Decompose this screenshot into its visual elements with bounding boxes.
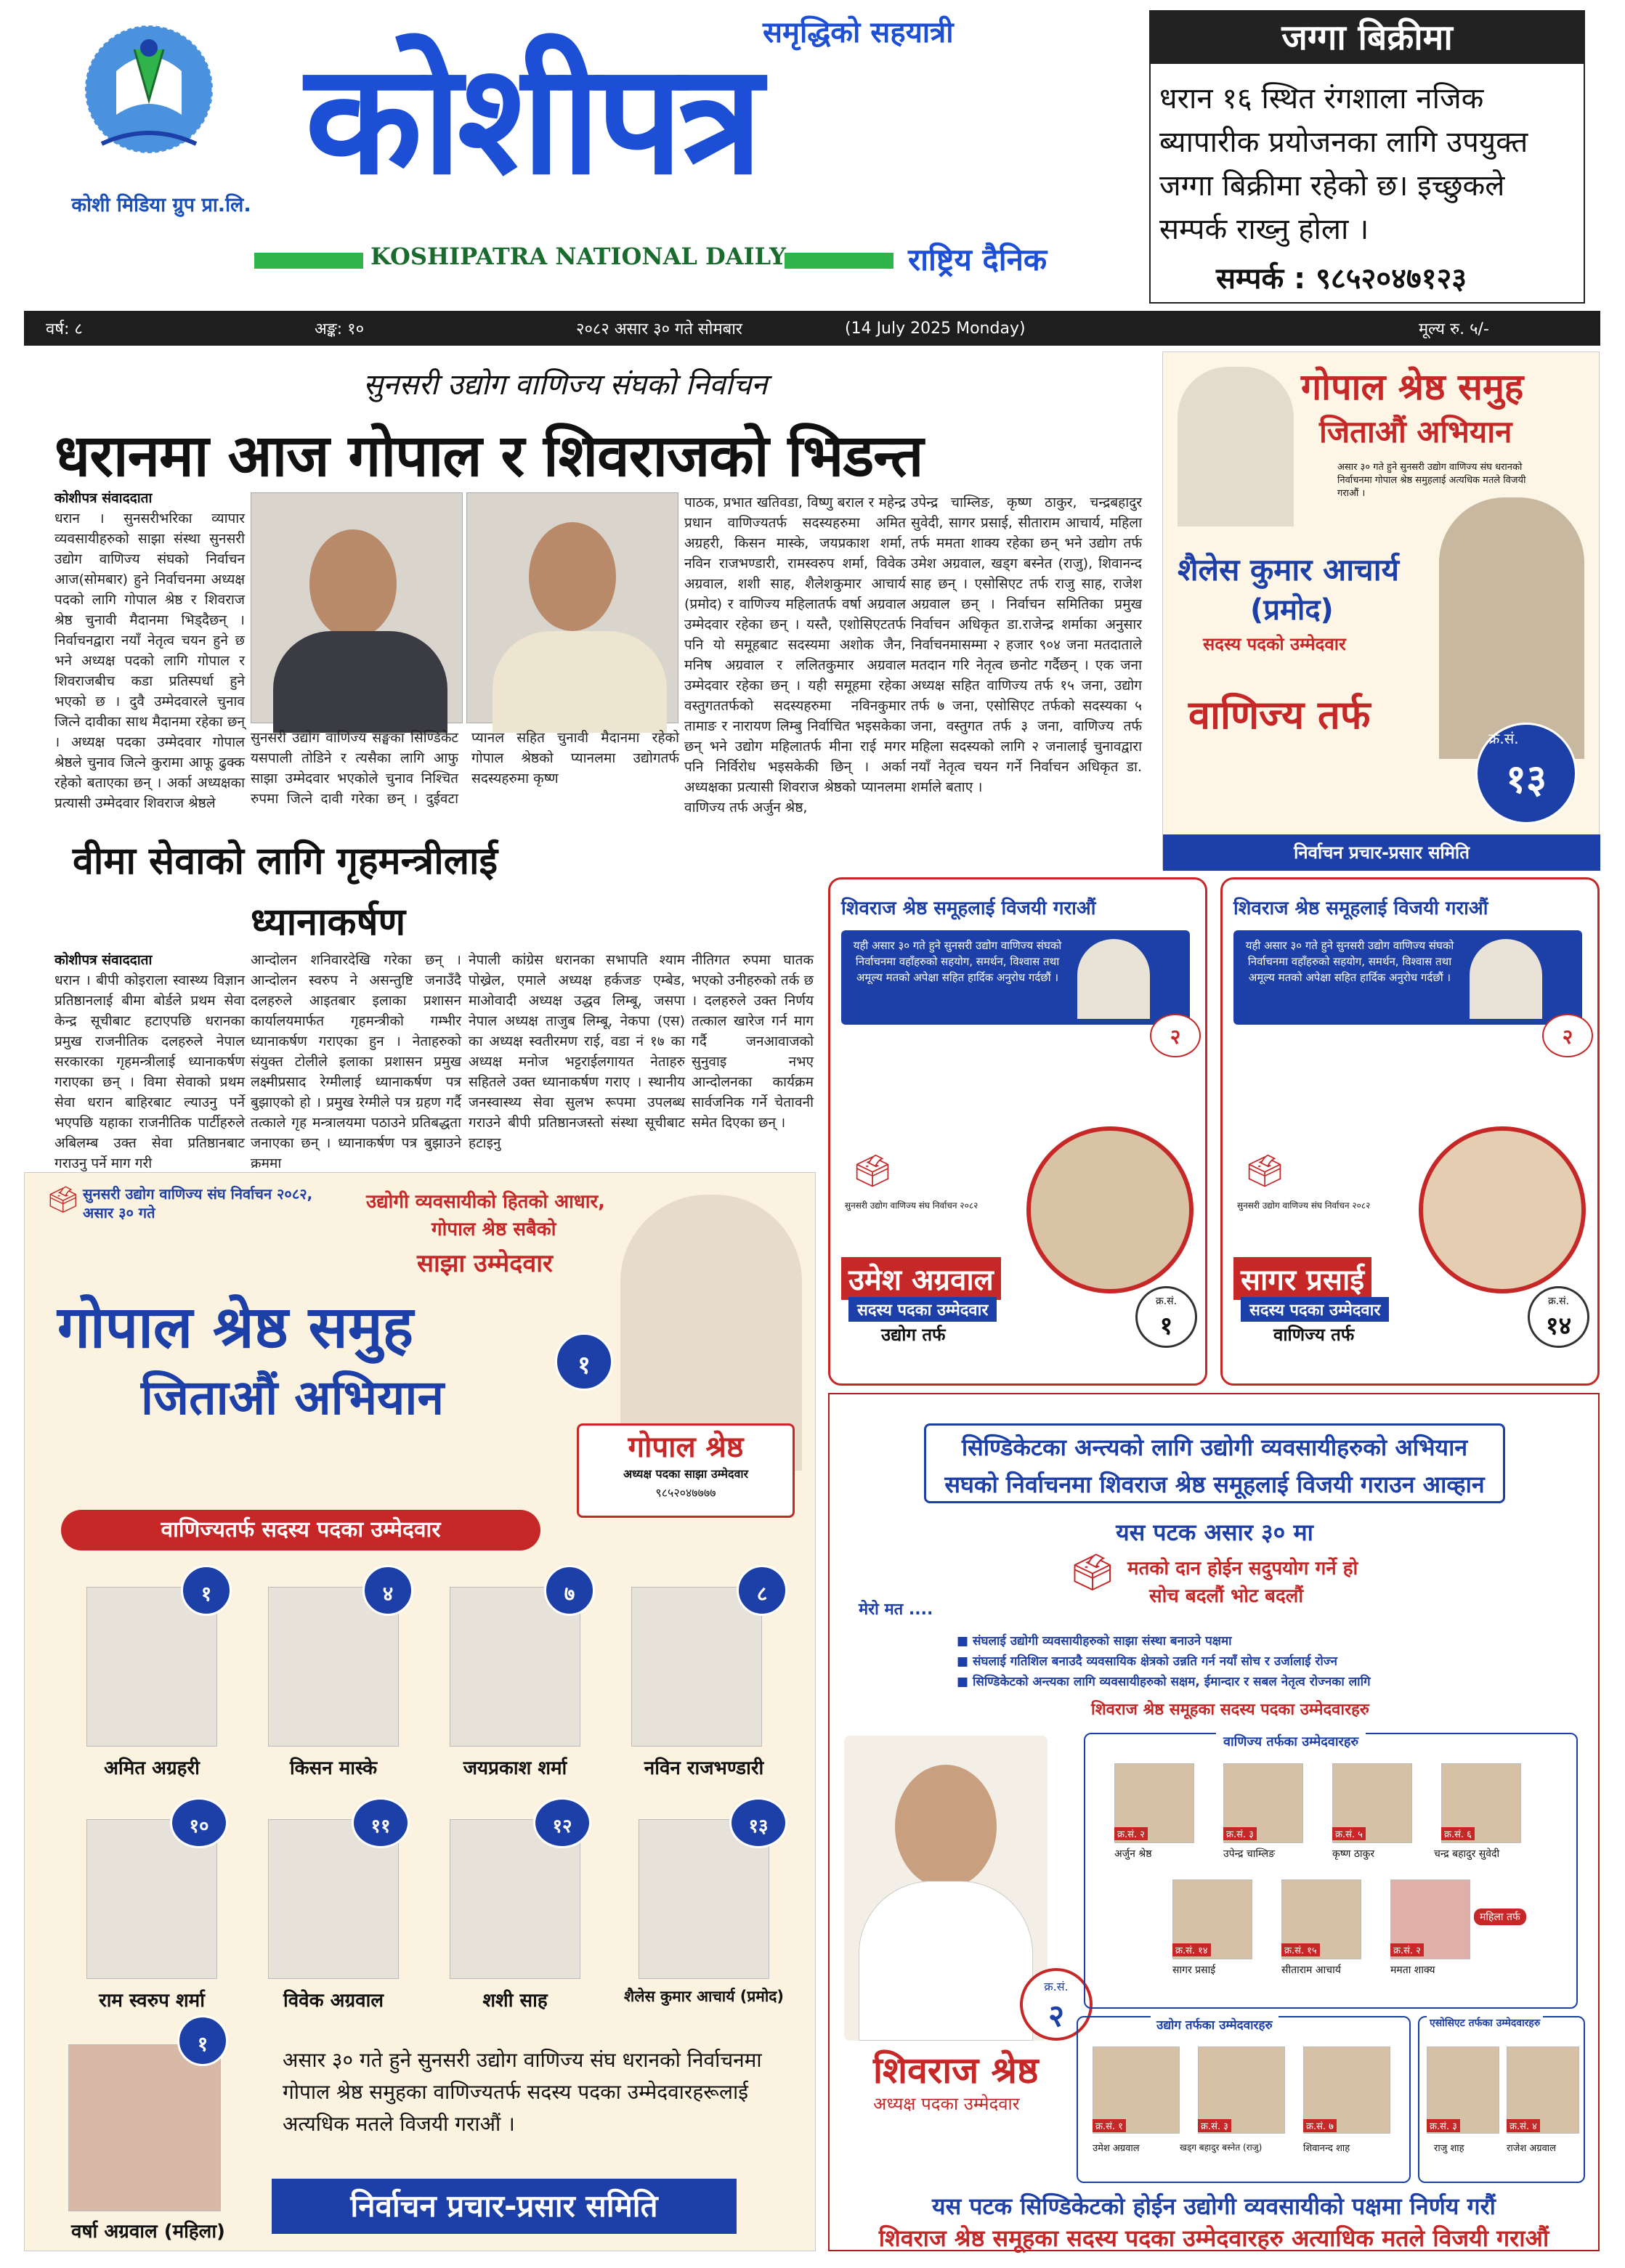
candidate-number-badge: क्र.सं. १	[1135, 1286, 1197, 1348]
candidate-card	[431, 1797, 599, 2023]
year: वर्ष: ८	[46, 320, 83, 338]
candidate-number: १	[181, 1565, 232, 1616]
candidate-card	[250, 1797, 417, 2023]
ballot-box-icon: 🗳	[46, 1185, 80, 1215]
commerce-box	[1084, 1733, 1578, 2009]
story2-col1: धरान । बीपी कोइराला स्वास्थ्य विज्ञान प्रतिष्ठानलाई बीमा बोर्डले प्रथम सेवा केन्द्र सूचीबाट हटाएपछि धरानका प्रमुख राजनीतिक दलहरुले नेपाल सरकारका गृहमन्त्रीलाई ध्यानाकर्षण गराएका छन् । विमा सेवाको प्रथम सेवा धरान बाहिरबाट ल्याउनु पर्ने भएपछि यहाका राजनीतिक पार्टीहरुले अबिलम्ब उक्त सेवा प्रतिष्ठानबाट गराउनु पर्ने माग गरी	[54, 972, 245, 1171]
candidate-number: क्र.सं. २	[1390, 1943, 1424, 1956]
leader-photo	[1077, 939, 1150, 1019]
ad-sagar-appeal: यही असार ३० गते हुने सुनसरी उद्योग वाणिज्य संघको निर्वाचनमा वहाँहरुको सहयोग, समर्थन, विश्वास तथा अमूल्य मतको अपेक्षा सहित हार्दिक अनुरोध गर्दछौं ।	[1245, 939, 1454, 984]
candidate-number: क्र.सं. ४	[1507, 2119, 1540, 2132]
ad-gopal-top-subtitle: जिताऔं अभियान	[1319, 414, 1512, 450]
green-rule-left	[254, 253, 363, 269]
candidate-name: विवेक अग्रवाल	[283, 1990, 384, 2012]
panel-title: शिवराज श्रेष्ठ समूहका सदस्य पदका उम्मेदवारहरु	[1091, 1701, 1369, 1719]
candidate-number: ७	[544, 1565, 595, 1616]
head-line1: सिण्डिकेटका अन्त्यको लागि उद्योगी व्यवसायीहरुको अभियान	[961, 1434, 1468, 1461]
candidate-number: १२	[533, 1797, 591, 1848]
my-vote: मेरो मत ....	[859, 1601, 933, 1619]
leader-photo	[844, 1736, 1047, 2041]
date-english: (14 July 2025 Monday)	[845, 319, 1026, 338]
candidate-name: सागर प्रसाई	[1233, 1257, 1371, 1300]
candidate-name: शैलेस कुमार आचार्य (प्रमोद)	[623, 1988, 785, 2005]
candidate-alias: (प्रमोद)	[1250, 593, 1334, 627]
classified-contact: सम्पर्क : ९८५२०४७१२३	[1216, 262, 1467, 296]
story2-col3: नेपाली कांग्रेस धरानका सभापति श्याम पोख्रेल, एमाले अध्यक्ष हर्कजङ एम्बेड, माओवादी अध्यक्ष उद्धव लिम्बू, जसपा नेपाल अध्यक्ष ताजुब लिम्बू, नेकपा (एस) का अध्यक्ष स्वतीरमण राई, वडा नं १७ का अध्यक्ष मनोज भट्टराईलगायत नेताहरु सहितले उक्त ध्यानाकर्षण गराए । स्थानीय जनस्वास्थ्य सेवा सुलभ रूपमा उपलब्ध गराउने बीपी प्रतिष्ठानजस्तो संस्था सूचीबाट हटाइनु	[469, 952, 685, 1151]
candidate-name: सीताराम आचार्य	[1281, 1964, 1341, 1976]
candidate-name: शिवानन्द शाह	[1303, 2143, 1350, 2154]
story1-col4: उपेन्द्र चाम्लिङ, कृष्ण ठाकुर, चन्द्रबहादुर सुवेदी, सागर प्रसाई, सीताराम आचार्य, महिला तर्फ ममता शाक्य रहेका छन् भने उद्योग तर्फ उमेश अग्रवाल, खड्ग बस्नेत (राजु), शिवानन्द साह छन् । एसोसिएट तर्फ राजु साह, राजेश अग्रवाल छन् । निर्वाचन समितिका प्रमुख निर्वाचन अधिकृत डा.राजेन्द्र शर्माका अनुसार निर्वाचनमासम्मा २ हजार ९०४ जना मतदाताले मतदान गरि नेतृत्व छनोट गर्दैछन् । एक जना अध्यक्ष सहित वाणिज्य तर्फ १५ जना, उद्योग तर्फ ७ जना, एसोसिएट तर्फको सदस्यका ५ जना, वस्तुगत तर्फ ३ जना, वाणिज्य तर्फ महिला सदस्यको लागि २ जनालाई चुनावद्वारा नयाँ नेतृत्व चयन गर्ने निर्वाचन अधिकृत डा. शर्माले बताए ।	[911, 495, 1142, 795]
candidate-grid	[68, 1565, 795, 2030]
green-rule-right	[785, 253, 893, 269]
story2-headline-line2: ध्यानाकर्षण	[251, 901, 406, 944]
footer-line1: यस पटक सिण्डिकेटको होईन उद्योगी व्यवसायीको पक्षमा निर्णय गरौं	[932, 2192, 1496, 2220]
umesh-photo	[1026, 1126, 1194, 1293]
candidate-card	[68, 1797, 235, 2023]
shailesh-photo	[1439, 497, 1584, 759]
candidate-name: शैलेस कुमार आचार्य	[1178, 552, 1399, 588]
ballot-box-icon: 🗳	[1069, 1551, 1116, 1593]
candidate-card	[68, 1565, 235, 1790]
candidate-name: राजेश अग्रवाल	[1507, 2143, 1556, 2154]
ad-shivraj-big	[828, 1393, 1600, 2251]
candidate-side: उद्योग तर्फ	[881, 1325, 946, 1345]
ballot-caption: सुनसरी उद्योग वाणिज्य संघ निर्वाचन २०८२	[1237, 1200, 1371, 1211]
masthead-nepali-tag: राष्ट्रिय दैनिक	[908, 242, 1047, 277]
ad-gopal-top-note: असार ३० गते हुने सुनसरी उद्योग वाणिज्य संघ धरानको निर्वाचनमा गोपाल श्रेष्ठ समुहलाई अत्यधिक मतले विजयी गराऔं ।	[1337, 462, 1526, 499]
leader-role: अध्यक्ष पदका उम्मेदवार	[1470, 1041, 1537, 1051]
candidate-side: वाणिज्य तर्फ	[1188, 692, 1371, 738]
candidate-number: क्र.सं. ३	[1198, 2119, 1231, 2132]
candidate-role: सदस्य पदका उम्मेदवार	[848, 1297, 997, 1322]
candidate-card	[250, 1565, 417, 1790]
classified-body: धरान १६ स्थित रंगशाला नजिक ब्यापारीक प्रयोजनका लागि उपयुक्त जग्गा बिक्रीमा रहेको छ। इच्छुकले सम्पर्क राख्नु होला ।	[1159, 82, 1528, 246]
associate-label: एसोसिएट तर्फका उम्मेदवारहरु	[1427, 2016, 1543, 2030]
story1-col3: पाठक, प्रभात खतिवडा, विष्णु बराल र महेन्द्र प्रधान वाणिज्यतर्फ सदस्यहरुमा अमित अग्रहरी, किसन मास्के, जयप्रकाश शर्मा, नविन राजभण्डारी, रामस्वरुप शर्मा, विवेक अग्रवाल, शशी साह, शैलेशकुमार आचार्य (प्रमोद) र वाणिज्य महिलातर्फ वर्षा अग्रवाल उम्मेदवार रहेका छन् । यस्तै, एशोसिएटतर्फ पनि यो समूहबाट सदस्यमा अशोक जैन, मनिष अग्रवाल र ललितकुमार अग्रवाल उम्मेदवार रहेका छन् । यही समूहमा रहेका वस्तुगततर्फको सदस्यहरुमा नविनकुमार तामाङ र नारायण लिम्बु निर्वाचित भइसकेका छन् भने उद्योग महिलातर्फ मीना राई मगर पनि निर्विरोध भइसकेकी छिन् । अर्का अध्यक्षका प्रत्यासी शिवराज श्रेष्ठको प्यानलमा वाणिज्य तर्फ अर्जुन श्रेष्ठ,	[684, 495, 906, 816]
candidate-role: सदस्य पदका उम्मेदवार	[1241, 1297, 1389, 1322]
leader-number: २	[1150, 1014, 1201, 1057]
logo-text: कोशी मिडिया ग्रुप प्रा.लि.	[71, 194, 251, 216]
story1-byline: कोशीपत्र संवाददाता	[54, 490, 153, 506]
point-item: ■ संघलाई गतिशिल बनाउदै व्यवसायिक क्षेत्रको उन्नति गर्न नयाँ सोच र उर्जालाई रोज्न	[957, 1654, 1337, 1669]
ad-umesh	[828, 877, 1207, 1386]
woman-candidate-name: वर्षा अग्रवाल (महिला)	[71, 2221, 225, 2243]
ad-gopal-big-footer: निर्वाचन प्रचार-प्रसार समिति	[272, 2179, 737, 2234]
candidate-number-badge: क्र.सं. १४	[1528, 1286, 1589, 1348]
leader-role: अध्यक्ष पदका उम्मेदवार	[1077, 1041, 1145, 1051]
ad-sagar	[1220, 877, 1600, 1386]
date-nepali: २०८२ असार ३० गते सोमबार	[576, 320, 742, 338]
candidate-name: नविन राजभण्डारी	[644, 1757, 764, 1779]
ad-gopal-big	[24, 1172, 816, 2251]
sagar-photo	[1419, 1126, 1586, 1293]
candidate-name: कृष्ण ठाकुर	[1332, 1848, 1375, 1860]
story2-byline: कोशीपत्र संवाददाता	[54, 952, 153, 968]
candidate-role: सदस्य पदको उम्मेदवार	[1203, 634, 1346, 654]
head-line2: सघको निर्वाचनमा शिवराज श्रेष्ठ समूहलाई विजयी गराउन आव्हान	[944, 1471, 1485, 1498]
candidate-number: क्र.सं. ७	[1303, 2119, 1337, 2132]
masthead-slogan: समृद्धिको सहयात्री	[763, 16, 954, 49]
candidate-card	[613, 1565, 795, 1790]
woman-candidate-number: १	[177, 2015, 228, 2066]
head-box	[924, 1423, 1505, 1503]
ad-gopal-big-title: गोपाल श्रेष्ठ समुह	[57, 1293, 414, 1361]
ad-corner-text: सुनसरी उद्योग वाणिज्य संघ निर्वाचन २०८२, असार ३० गते	[83, 1185, 313, 1222]
candidate-number: ८	[737, 1565, 787, 1616]
industry-label: उद्योग तर्फका उम्मेदवारहरु	[1151, 2016, 1278, 2033]
candidate-name: किसन मास्के	[289, 1757, 378, 1779]
candidate-number: क्र.सं. १४	[1172, 1943, 1211, 1956]
ballot-box-icon: 🗳	[1244, 1153, 1285, 1190]
issue: अङ्क: १०	[315, 320, 365, 338]
ballot-box-icon: 🗳	[852, 1153, 893, 1190]
classified-head: जग्गा बिक्रीमा	[1151, 12, 1584, 64]
leader-role: अध्यक्ष पदका उम्मेदवार	[873, 2094, 1020, 2114]
leader-role: अध्यक्ष पदका साझा उम्मेदवार	[623, 1467, 749, 1481]
point-item: ■ संघलाई उद्योगी व्यवसायीहरुको साझा संस्था बनाउने पक्षमा	[957, 1634, 1232, 1649]
candidate-number: ११	[352, 1797, 410, 1848]
leader-phone: ९८५२०४७७७७	[655, 1486, 716, 1500]
gopal-photo	[251, 492, 463, 723]
slogan2: सोच बदलौं भोट बदलौं	[1149, 1585, 1304, 1607]
ad-gopal-big-subtitle: जिताऔं अभियान	[141, 1370, 445, 1426]
ad-umesh-header: शिवराज श्रेष्ठ समूहलाई विजयी गराऔं	[841, 898, 1096, 919]
story2-col2: आन्दोलन शनिवारदेखि गरेका छन् । आन्दोलन स्वरुप ने असन्तुष्टि जनाउँदै दलहरुले आइतबार इलाका प्रशासन कार्यालयमार्फत गृहमन्त्रीको गम्भीर ध्यानाकर्षण गराएका हुन । नेताहरुको संयुक्त टोलीले इलाका प्रशासन प्रमुख लक्ष्मीप्रसाद रेग्मीलाई ध्यानाकर्षण पत्र बुझाएको हो । प्रमुख रेग्मीले पत्र ग्रहण गर्दै तत्काले गृह मन्त्रालयमा पठाउने प्रतिबद्धता जनाएका छन् । ध्यानाकर्षण पत्र बुझाउने क्रममा	[251, 952, 461, 1171]
candidate-number-label: क्र.सं.	[1488, 730, 1519, 747]
candidate-side: वाणिज्य तर्फ	[1273, 1325, 1355, 1345]
ballot-caption: सुनसरी उद्योग वाणिज्य संघ निर्वाचन २०८२	[845, 1200, 978, 1211]
slogan1: मतको दान होईन सदुपयोग गर्ने हो	[1127, 1558, 1358, 1580]
candidate-number-badge: १३	[1475, 723, 1577, 824]
leader-photo	[1470, 939, 1542, 1019]
point-item: ■ सिण्डिकेटको अन्त्यका लागि व्यवसायीहरुको सक्षम, ईमान्दार र सबल नेतृत्व रोज्नका लागि	[957, 1675, 1371, 1689]
masthead-english-name: KOSHIPATRA NATIONAL DAILY	[370, 243, 786, 270]
story2-col4: नीतिगत रुपमा घातक भएको उनीहरुको तर्क छ । दलहरुले उक्त निर्णय तत्काल खारेज गर्न माग गर्दै जनआवाजको सुनुवाइ नभए आन्दोलनका कार्यक्रम सार्वजनिक गर्ने चेतावनी समेत दिएका छन् ।	[692, 952, 814, 1131]
candidate-name: उमेश अग्रवाल	[841, 1257, 1001, 1300]
candidate-number: क्र.सं. १५	[1281, 1943, 1320, 1956]
vote-date: यस पटक असार ३० मा	[1116, 1519, 1313, 1546]
leader-name: शिवराज श्रेष्ठ	[1464, 1026, 1531, 1044]
masthead-title: कोशीपत्र	[305, 31, 759, 208]
candidate-card	[613, 1797, 795, 2023]
price: मूल्य रु. ५/-	[1419, 320, 1489, 338]
logo-globe-icon	[73, 20, 225, 166]
candidate-number: १३	[729, 1797, 787, 1848]
ad-gopal-top-footer: निर्वाचन प्रचार-प्रसार समिति	[1163, 834, 1600, 871]
candidate-photo	[631, 1587, 762, 1747]
classified-ad	[1149, 10, 1585, 304]
story1-photo-caption: सुनसरी उद्योग वाणिज्य सङ्घका सिण्डिकेट यसपाली तोडिने र त्यसैका लागि आफु साझा उम्मेदवार भएकोले चुनाव निश्चित रुपमा जित्ने दावी गरेका छन् । दुईवटा प्यानल सहित चुनावी मैदानमा रहेको गोपाल श्रेष्ठको प्यानलमा उद्योगतर्फ सदस्यहरुमा कृष्ण	[251, 730, 679, 807]
ad-gopal-top	[1162, 351, 1600, 870]
leader-name: गोपाल श्रेष्ठ	[628, 1431, 744, 1464]
industry-box	[1077, 2016, 1411, 2183]
quote-line3: साझा उम्मेदवार	[417, 1249, 553, 1278]
commerce-label: वाणिज्य तर्फका उम्मेदवारहरु	[1216, 1733, 1366, 1750]
candidate-card	[431, 1565, 599, 1790]
candidate-number: क्र.सं. ५	[1332, 1827, 1366, 1840]
candidate-name: जयप्रकाश शर्मा	[463, 1757, 567, 1779]
leader-name: शिवराज श्रेष्ठ	[1071, 1026, 1138, 1044]
associate-box	[1418, 2016, 1585, 2183]
quote-line1: उद्योगी व्यवसायीको हितको आधार,	[366, 1191, 606, 1213]
story2-headline-line1: वीमा सेवाको लागि गृहमन्त्रीलाई	[73, 840, 498, 883]
candidate-name: उमेश अग्रवाल	[1093, 2143, 1140, 2154]
info-bar	[24, 311, 1600, 346]
section-bar: वाणिज्यतर्फ सदस्य पदका उम्मेदवार	[61, 1510, 540, 1550]
candidate-name: खड्ग बहादुर बस्नेत (राजु)	[1180, 2142, 1263, 2153]
candidate-name: सागर प्रसाई	[1172, 1964, 1216, 1976]
candidate-number: क्र.सं. ३	[1427, 2119, 1460, 2132]
candidate-number: १०	[170, 1797, 228, 1848]
candidate-name: राम स्वरुप शर्मा	[99, 1990, 205, 2012]
gopal-small-photo	[1178, 367, 1294, 527]
candidate-name: अर्जुन श्रेष्ठ	[1114, 1848, 1152, 1860]
story1-headline: धरानमा आज गोपाल र शिवराजको भिडन्त	[54, 422, 923, 489]
quote-line2: गोपाल श्रेष्ठ सबैको	[431, 1219, 556, 1240]
candidate-number: क्र.सं. ३	[1223, 1827, 1257, 1840]
candidate-name: राजु शाह	[1434, 2143, 1464, 2154]
leader-number-badge: १	[555, 1333, 613, 1391]
candidate-name: उपेन्द्र चाम्लिङ	[1223, 1848, 1276, 1860]
candidate-number: क्र.सं. २	[1114, 1827, 1148, 1840]
story1-kicker: सुनसरी उद्योग वाणिज्य संघको निर्वाचन	[363, 368, 768, 402]
leader-number: २	[1542, 1014, 1593, 1057]
candidate-name: ममता शाक्य	[1390, 1964, 1435, 1976]
candidate-name: शशी साह	[482, 1990, 548, 2012]
candidate-number: ४	[362, 1565, 413, 1616]
ad-sagar-header: शिवराज श्रेष्ठ समूहलाई विजयी गराऔं	[1233, 898, 1488, 919]
leader-number-badge: क्र.सं. २	[1020, 1968, 1093, 2041]
story1-col1: धरान । सुनसरीभरिका व्यापार व्यवसायीहरुको साझा संस्था सुनसरी उद्योग वाणिज्य संघको निर्वाचन आज(सोमबार) हुने निर्वाचनमा अध्यक्ष पदको लागि गोपाल श्रेष्ठ र शिवराज श्रेष्ठ चुनावी मैदानमा भिड्दैछन् । निर्वाचनद्वारा नयाँ नेतृत्व चयन हुने छ भने अध्यक्ष पदको लागि गोपाल र शिवराजबीच कडा प्रतिस्पर्धा हुने भएको छ । दुवै उम्मेदवारले चुनाव जित्ने दावीका साथ मैदानमा रहेका छन् । अध्यक्ष पदका उम्मेदवार गोपाल श्रेष्ठले चुनाव जित्ने कुरामा आफू ढुक्क रहेको बताएका छन् । अर्का अध्यक्षका प्रत्यासी उम्मेदवार शिवराज श्रेष्ठले	[54, 511, 245, 811]
woman-candidate-photo	[68, 2044, 221, 2211]
candidate-name: अमित अग्रहरी	[104, 1757, 200, 1779]
leader-card	[577, 1423, 795, 1518]
footer-line2: शिवराज श्रेष्ठ समूहका सदस्य पदका उम्मेदवारहरु अत्याधिक मतले विजयी गराऔं	[878, 2224, 1549, 2252]
shivraj-photo	[466, 492, 678, 723]
leader-name: शिवराज श्रेष्ठ	[873, 2049, 1039, 2092]
candidate-number: क्र.सं. ६	[1441, 1827, 1475, 1840]
woman-tag: महिला तर्फ	[1474, 1909, 1526, 1925]
ad-umesh-appeal: यही असार ३० गते हुने सुनसरी उद्योग वाणिज्य संघको निर्वाचनमा वहाँहरुको सहयोग, समर्थन, विश्वास तथा अमूल्य मतको अपेक्षा सहित हार्दिक अनुरोध गर्दछौं ।	[853, 939, 1062, 984]
candidate-number: क्र.सं. १	[1093, 2119, 1126, 2132]
candidate-name: चन्द्र बहादुर सुवेदी	[1434, 1848, 1500, 1860]
ad-gopal-top-title: गोपाल श्रेष्ठ समुह	[1301, 366, 1524, 408]
ad-gopal-big-appeal: असार ३० गते हुने सुनसरी उद्योग वाणिज्य संघ धरानको निर्वाचनमा गोपाल श्रेष्ठ समुहका वाणिज्यतर्फ सदस्य पदका उम्मेदवारहरूलाई अत्यधिक मतले विजयी गराऔं ।	[283, 2048, 762, 2136]
points-list	[957, 1631, 1574, 1692]
